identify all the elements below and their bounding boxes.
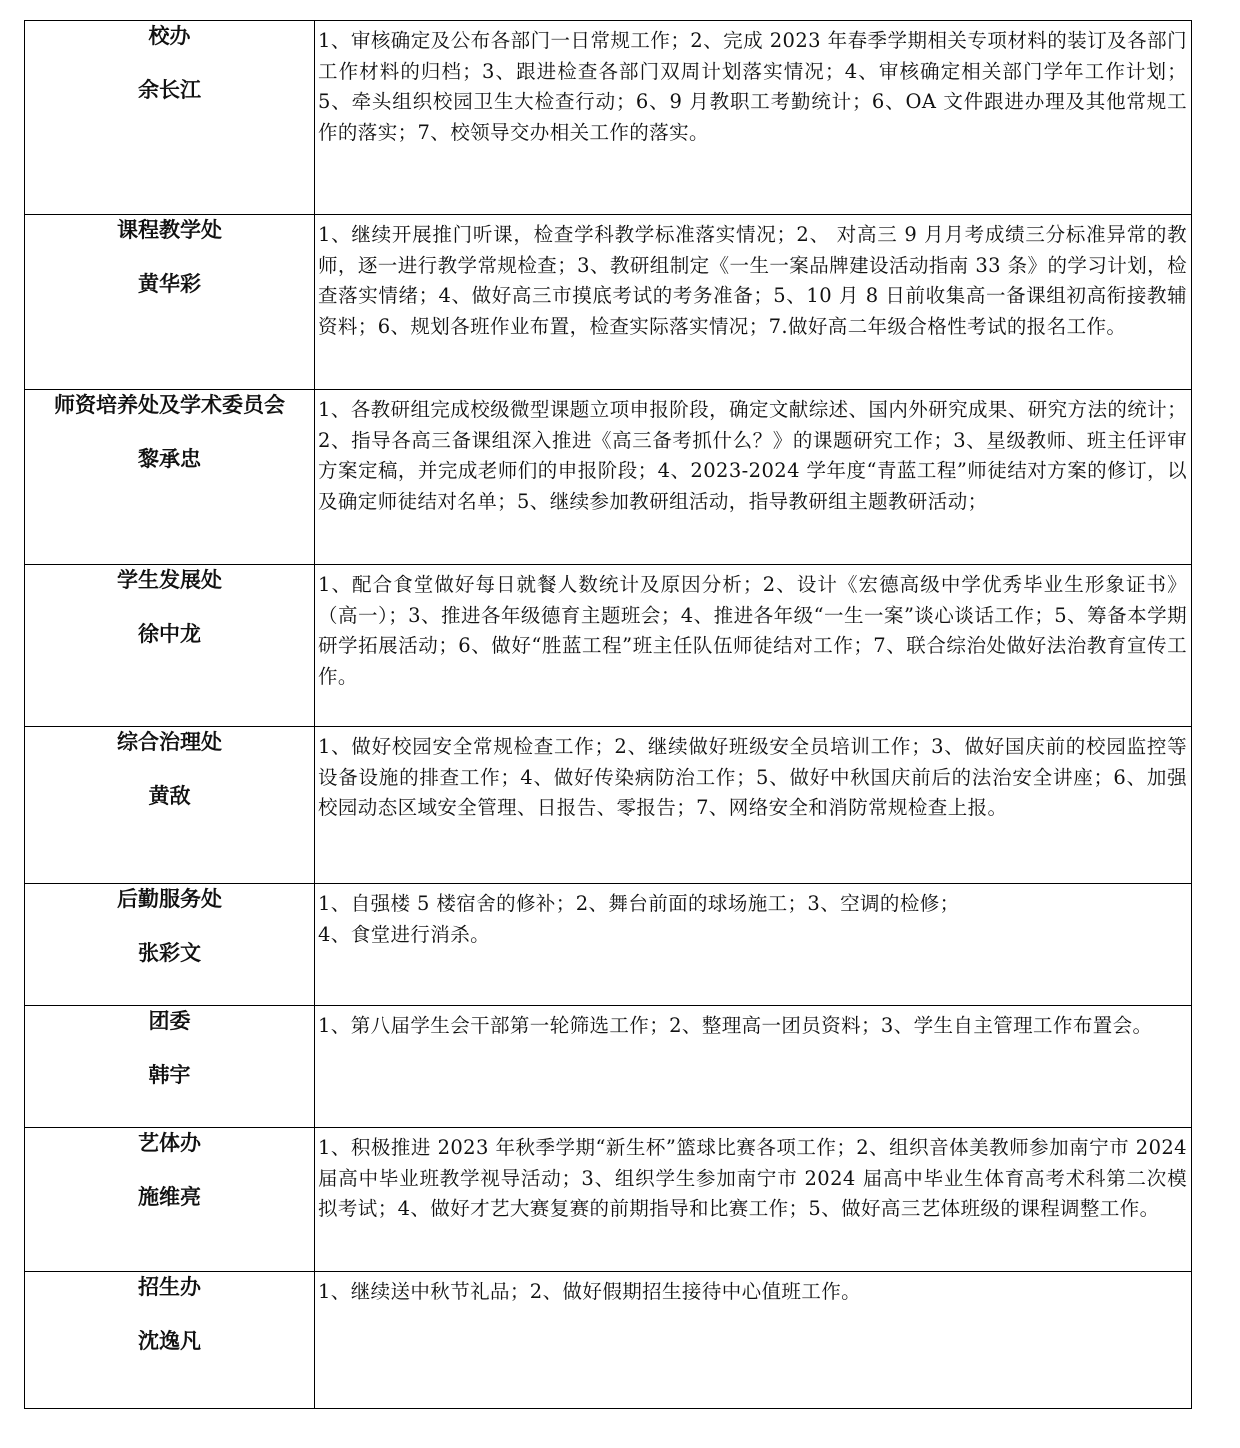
table-row bbox=[25, 884, 1192, 1006]
person-in-charge: 黄华彩 bbox=[138, 272, 201, 296]
work-content: 1、审核确定及公布各部门一日常规工作；2、完成 2023 年春季学期相关专项材料的装订及各部门工作材料的归档；3、跟进检查各部门双周计划落实情况；4、审核确定相关部门学年工作计划；5、牵头组织校园卫生大检查行动；6、9 月教职工考勤统计；6、OA 文件跟进办理及其他常规工作的落实；7、校领导交办相关工作的落实。 bbox=[315, 21, 1192, 215]
department-cell bbox=[25, 390, 315, 565]
work-content: 1、自强楼 5 楼宿舍的修补；2、舞台前面的球场施工；3、空调的检修； 4、食堂进行消杀。 bbox=[315, 884, 1192, 1006]
table-row bbox=[25, 1006, 1192, 1128]
table-row bbox=[25, 1272, 1192, 1409]
department-name: 综合治理处 bbox=[117, 730, 222, 754]
person-in-charge: 黄敌 bbox=[148, 784, 191, 808]
person-in-charge: 黎承忠 bbox=[138, 447, 201, 471]
person-in-charge: 余长江 bbox=[138, 78, 201, 102]
work-content: 1、配合食堂做好每日就餐人数统计及原因分析；2、设计《宏德高级中学优秀毕业生形象证书》（高一）；3、推进各年级德育主题班会；4、推进各年级“一生一案”谈心谈话工作；5、筹备本学期研学拓展活动；6、做好“胜蓝工程”班主任队伍师徒结对工作；7、联合综治处做好法治教育宣传工作。 bbox=[315, 565, 1192, 727]
person-in-charge: 施维亮 bbox=[138, 1185, 201, 1209]
work-content: 1、继续开展推门听课，检查学科教学标准落实情况；2、 对高三 9 月月考成绩三分标准异常的教师，逐一进行教学常规检查；3、教研组制定《一生一案品牌建设活动指南 33 条》的学习计划，检查落实情绪；4、做好高三市摸底考试的考务准备；5、10 月 8 日前收集高一备课组初高衔接教辅资料；6、规划各班作业布置，检查实际落实情况；7.做好高二年级合格性考试的报名工作。 bbox=[315, 215, 1192, 390]
work-plan-table bbox=[24, 20, 1192, 1409]
table-row bbox=[25, 727, 1192, 884]
department-cell bbox=[25, 1272, 315, 1409]
department-name: 师资培养处及学术委员会 bbox=[54, 393, 285, 417]
department-cell bbox=[25, 565, 315, 727]
work-content: 1、继续送中秋节礼品；2、做好假期招生接待中心值班工作。 bbox=[315, 1272, 1192, 1409]
table-row bbox=[25, 215, 1192, 390]
department-name: 后勤服务处 bbox=[117, 887, 222, 911]
department-cell bbox=[25, 1006, 315, 1128]
work-content: 1、各教研组完成校级微型课题立项申报阶段，确定文献综述、国内外研究成果、研究方法的统计；2、指导各高三备课组深入推进《高三备考抓什么？》的课题研究工作；3、星级教师、班主任评审方案定稿，并完成老师们的申报阶段；4、2023-2024 学年度“青蓝工程”师徒结对方案的修订，以及确定师徒结对名单；5、继续参加教研组活动，指导教研组主题教研活动； bbox=[315, 390, 1192, 565]
department-cell bbox=[25, 727, 315, 884]
department-name: 招生办 bbox=[138, 1275, 201, 1299]
table-row bbox=[25, 565, 1192, 727]
table-row bbox=[25, 21, 1192, 215]
person-in-charge: 徐中龙 bbox=[138, 622, 201, 646]
department-name: 课程教学处 bbox=[117, 218, 222, 242]
department-name: 校办 bbox=[148, 24, 191, 48]
department-cell bbox=[25, 884, 315, 1006]
department-cell bbox=[25, 21, 315, 215]
person-in-charge: 韩宇 bbox=[148, 1063, 191, 1087]
work-content: 1、积极推进 2023 年秋季学期“新生杯”篮球比赛各项工作；2、组织音体美教师参加南宁市 2024 届高中毕业班教学视导活动；3、组织学生参加南宁市 2024 届高中毕业生体育高考术科第二次模拟考试；4、做好才艺大赛复赛的前期指导和比赛工作；5、做好高三艺体班级的课程调整工作。 bbox=[315, 1128, 1192, 1272]
department-cell bbox=[25, 215, 315, 390]
department-cell bbox=[25, 1128, 315, 1272]
department-name: 艺体办 bbox=[138, 1131, 201, 1155]
department-name: 学生发展处 bbox=[117, 568, 222, 592]
person-in-charge: 张彩文 bbox=[138, 941, 201, 965]
work-content: 1、第八届学生会干部第一轮筛选工作；2、整理高一团员资料；3、学生自主管理工作布置会。 bbox=[315, 1006, 1192, 1128]
person-in-charge: 沈逸凡 bbox=[138, 1329, 201, 1353]
table-row bbox=[25, 1128, 1192, 1272]
work-content: 1、做好校园安全常规检查工作；2、继续做好班级安全员培训工作；3、做好国庆前的校园监控等设备设施的排查工作；4、做好传染病防治工作；5、做好中秋国庆前后的法治安全讲座；6、加强校园动态区域安全管理、日报告、零报告；7、网络安全和消防常规检查上报。 bbox=[315, 727, 1192, 884]
department-name: 团委 bbox=[148, 1009, 191, 1033]
table-row bbox=[25, 390, 1192, 565]
